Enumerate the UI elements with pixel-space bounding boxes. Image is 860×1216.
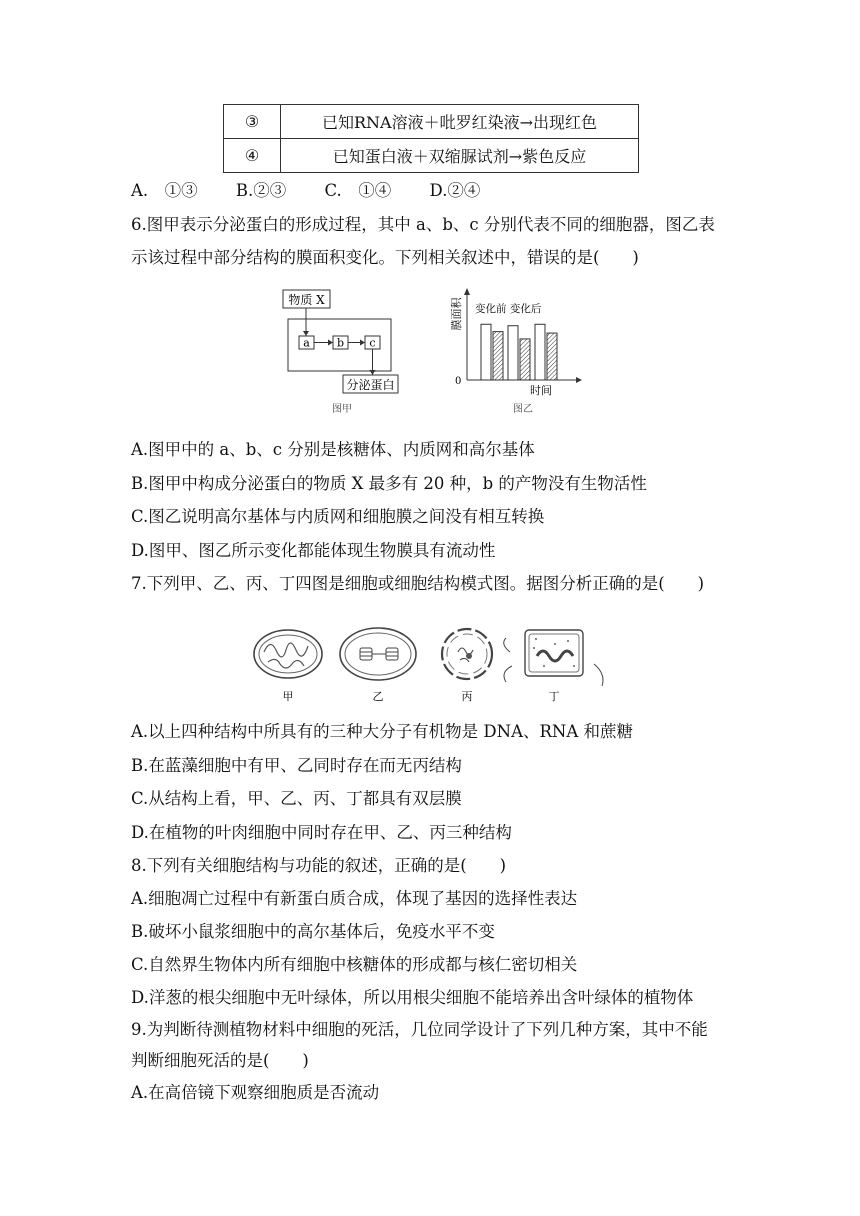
q8-option-c: C.自然界生物体内所有细胞中核糖体的形成都与核仁密切相关 [131,955,578,974]
row-number: ③ [224,105,281,139]
arrowhead [303,331,309,336]
q5-options: A. ①③ B.②③ C. ①④ D.②④ [131,181,481,200]
q9-option-a: A.在高倍镜下观察细胞质是否流动 [131,1083,380,1102]
membrane-area-chart [448,282,598,422]
figure-caption-jia: 图甲 [332,404,352,415]
q6-option-c: C.图乙说明高尔基体与内质网和细胞膜之间没有相互转换 [131,507,545,526]
row-description: 已知蛋白液＋双缩脲试剂→紫色反应 [281,139,639,173]
q6-option-a: A.图甲中的 a、b、c 分别是核糖体、内质网和高尔基体 [131,440,535,459]
y-axis-label: 膜面积 [450,297,463,331]
node-c-label: c [369,336,376,350]
substance-x-label: 物质 X [288,293,325,307]
q7-stem: 7.下列甲、乙、丙、丁四图是细胞或细胞结构模式图。据图分析正确的是( ) [131,574,705,593]
row-description: 已知RNA溶液＋吡罗红染液→出现红色 [281,105,639,139]
q7-option-d: D.在植物的叶肉细胞中同时存在甲、乙、丙三种结构 [131,823,512,842]
q8-option-a: A.细胞凋亡过程中有新蛋白质合成，体现了基因的选择性表达 [131,889,578,908]
q7-option-b: B.在蓝藻细胞中有甲、乙同时存在而无丙结构 [131,756,462,775]
q9-stem-line1: 9.为判断待测植物材料中细胞的死活，几位同学设计了下列几种方案，其中不能 [131,1020,708,1039]
q7-option-c: C.从结构上看，甲、乙、丙、丁都具有双层膜 [131,789,462,808]
chart-legend: 变化前 变化后 [475,303,542,315]
bar-after-change [493,332,503,380]
node-b-label: b [336,336,345,350]
q6-stem-line1: 6.图甲表示分泌蛋白的形成过程，其中 a、b、c 分别代表不同的细胞器，图乙表 [131,215,715,234]
bar-group [481,324,557,380]
bar-before-change [508,326,518,380]
cell-structures-figure [250,622,620,708]
arrowhead [328,340,333,346]
chloroplast-diagram [340,628,416,680]
bar-before-change [481,324,491,380]
q6-option-d: D.图甲、图乙所示变化都能体现生物膜具有流动性 [131,541,496,560]
experiment-table [223,104,639,173]
q6-option-b: B.图甲中构成分泌蛋白的物质 X 最多有 20 种，b 的产物没有生物活性 [131,474,647,493]
label-bing: 丙 [461,690,473,703]
prokaryotic-cell-diagram [504,630,603,686]
row-number: ④ [224,139,281,173]
bar-after-change [547,333,557,380]
arrowhead [370,370,376,375]
product-label: 分泌蛋白 [346,378,395,392]
x-axis-arrowhead [576,377,582,383]
bar-before-change [535,324,545,380]
table-row [224,105,639,139]
q8-option-b: B.破坏小鼠浆细胞中的高尔基体后，免疫水平不变 [131,922,495,941]
label-ding: 丁 [548,690,560,703]
arrowhead [360,340,365,346]
secretory-flow-diagram [280,282,410,422]
x-axis-label: 时间 [530,384,552,397]
q8-stem: 8.下列有关细胞结构与功能的叙述，正确的是( ) [131,856,507,875]
label-yi: 乙 [372,690,384,703]
node-a-label: a [303,336,310,350]
q7-option-a: A.以上四种结构中所具有的三种大分子有机物是 DNA、RNA 和蔗糖 [131,722,634,741]
origin-label: 0 [455,376,462,387]
q8-option-d: D.洋葱的根尖细胞中无叶绿体，所以用根尖细胞不能培养出含叶绿体的植物体 [131,988,694,1007]
label-jia: 甲 [282,690,294,703]
nucleus-diagram [442,629,492,679]
mitochondrion-diagram [254,630,322,678]
q6-stem-line2: 示该过程中部分结构的膜面积变化。下列相关叙述中，错误的是( ) [131,248,639,267]
table-row [224,139,639,173]
y-axis-arrowhead [464,288,470,295]
bar-after-change [520,339,530,380]
figure-caption-yi: 图乙 [513,404,533,415]
q9-stem-line2: 判断细胞死活的是( ) [131,1051,309,1070]
